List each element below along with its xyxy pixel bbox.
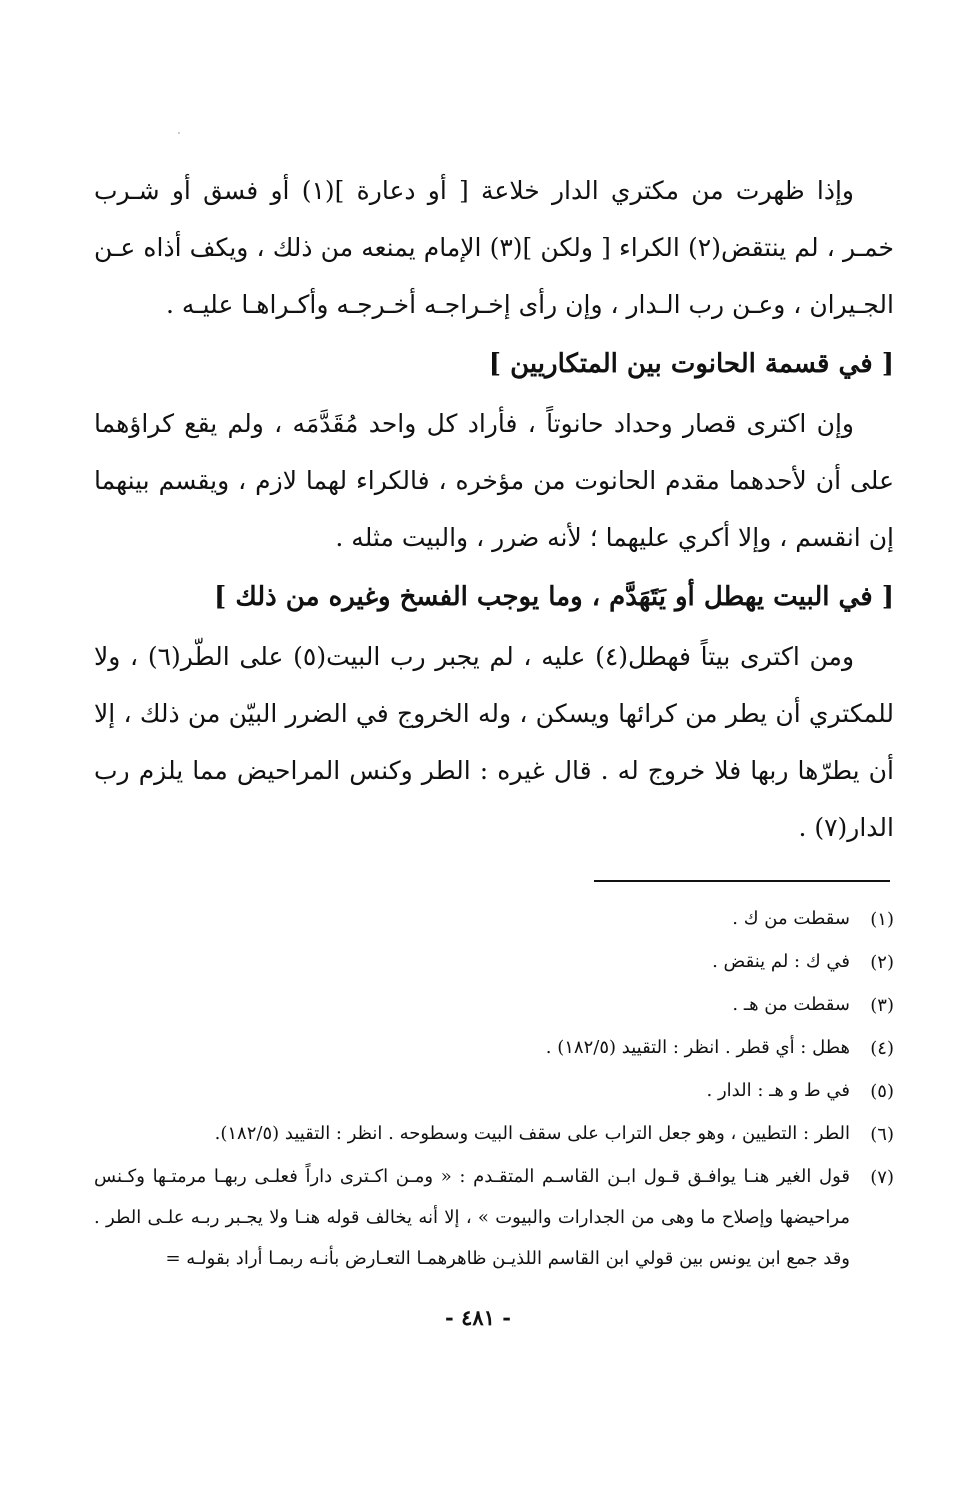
footnote-6: [94, 1113, 894, 1156]
footnote-separator: [594, 880, 890, 882]
footnote-text: قول الغير هنـا يوافـق قـول ابـن القاسـم المتقـدم : « ومـن اكـترى داراً فعلـى ربهـا مرمتـها وكـنس مراحيضها وإصلاح ما وهى من الجدارات والبيوت » ، إلا أنه يخالف قوله هنـا ولا يجـبر ربـه علـى الطر . وقد جمع ابن يونس بين قولي ابن القاسم اللذيـن ظاهرهمـا التعـارض بأنـه ربمـا أراد بقولـه =: [94, 1166, 850, 1269]
paragraph-3: ومن اكترى بيتاً فهطل(٤) عليه ، لم يجبر رب البيت(٥) على الطّر(٦) ، ولا للمكتري أن يطر من كرائها ويسكن ، وله الخروج في الضرر البيّن من ذلك ، إلا أن يطرّها ربها فلا خروج له . قال غيره : الطر وكنس المراحيض مما يلزم رب الدار(٧) .: [94, 642, 894, 842]
footnote-4: [94, 1027, 894, 1070]
paragraph-2: وإن اكترى قصار وحداد حانوتاً ، فأراد كل واحد مُقَدَّمَه ، ولم يقع كراؤهما على أن لأحدهما مقدم الحانوت من مؤخره ، فالكراء لهما لازم ، ويقسم بينهما إن انقسم ، وإلا أكري عليهما ؛ لأنه ضرر ، والبيت مثله .: [94, 409, 894, 552]
footnote-text: في ك : لم ينقض .: [712, 951, 850, 972]
footnote-number: (٢): [870, 952, 894, 973]
footnote-text: سقطت من ك .: [732, 908, 850, 929]
section-heading-1: [ في قسمة الحانوت بين المتكاريين ]: [488, 349, 894, 379]
footnote-number: (٣): [870, 995, 894, 1016]
main-text: [94, 162, 894, 856]
stray-dot: [178, 132, 180, 134]
footnote-5: [94, 1070, 894, 1113]
footnote-number: (١): [870, 909, 894, 930]
footnote-text: الطر : التطيين ، وهو جعل التراب على سقف البيت وسطوحه . انظر : التقييد (١٨٢/٥).: [214, 1123, 850, 1144]
footnote-number: (٥): [870, 1081, 894, 1102]
footnote-2: [94, 941, 894, 984]
footnote-7: [94, 1156, 894, 1279]
footnote-text: هطل : أي قطر . انظر : التقييد (١٨٢/٥) .: [545, 1037, 850, 1058]
footnote-number: (٤): [870, 1038, 894, 1059]
footnote-3: [94, 984, 894, 1027]
footnote-text: سقطت من هـ .: [732, 994, 850, 1015]
page-number: - ٤٨١ -: [445, 1305, 511, 1330]
footnotes: [94, 898, 894, 1279]
footnote-number: (٧): [870, 1167, 894, 1188]
footnote-1: [94, 898, 894, 941]
paragraph-1: وإذا ظهرت من مكتري الدار خلاعة [ أو دعارة ](١) أو فسق أو شـرب خمـر ، لم ينتقض(٢) الكراء [ ولكن ](٣) الإمام يمنعه من ذلك ، ويكف أذاه عـن الجـيران ، وعـن رب الـدار ، وإن رأى إخـراجـه أخـرجـه وأكـراهـا عليـه .: [94, 176, 895, 319]
section-heading-2: [ في البيت يهطل أو يَتَهَدَّم ، وما يوجب الفسخ وغيره من ذلك ]: [213, 582, 894, 612]
footnote-number: (٦): [870, 1124, 894, 1145]
footnote-text: في ط و هـ : الدار .: [706, 1080, 850, 1101]
